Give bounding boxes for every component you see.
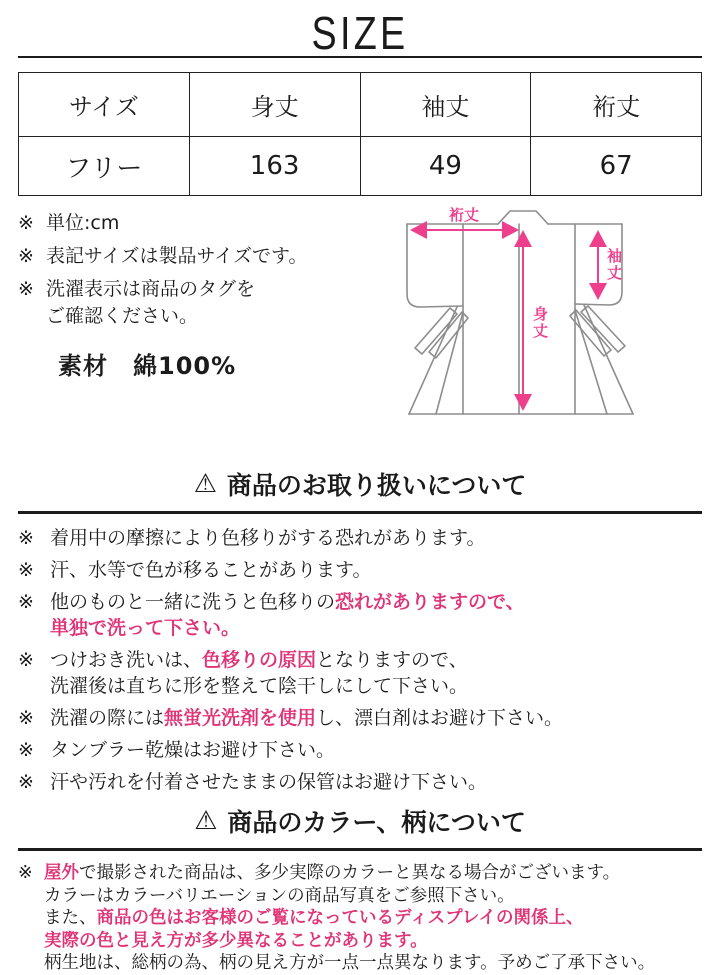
color-heading bbox=[18, 803, 702, 839]
item-text-highlight: 無蛍光洗剤を使用 bbox=[164, 707, 317, 729]
handling-divider bbox=[18, 511, 702, 514]
item-text-highlight: 色移りの原因 bbox=[202, 649, 317, 671]
handling-heading-text: 商品のお取り扱いについて bbox=[226, 471, 527, 500]
kimono-outline bbox=[407, 211, 633, 414]
note-wash-line2: ご確認ください。 bbox=[46, 305, 199, 327]
item-text: となりますので、 bbox=[316, 649, 468, 671]
color-note-line: 柄生地は、総柄の為、柄の見え方が一点一点異なります。予めご了承下さい。 bbox=[44, 953, 656, 973]
handling-list bbox=[18, 525, 702, 795]
kimono-right-flare bbox=[575, 305, 633, 414]
mitake-label: 身丈 bbox=[531, 306, 549, 340]
warning-icon: ⚠ bbox=[193, 469, 217, 499]
reference-mark: ※ bbox=[18, 707, 34, 729]
note-size-text: 表記サイズは製品サイズです。 bbox=[46, 245, 308, 267]
color-divider bbox=[18, 848, 702, 851]
color-notes-block bbox=[18, 862, 702, 975]
color-note-line bbox=[44, 862, 702, 885]
list-item bbox=[18, 525, 702, 551]
color-note-text: で撮影された商品は、多少実際のカラーと異なる場合がございます。 bbox=[79, 863, 621, 883]
reference-mark: ※ bbox=[18, 863, 33, 883]
color-note-line: カラーはカラーバリエーションの商品写真をご参照下さい。 bbox=[44, 885, 515, 906]
kimono-diagram-svg bbox=[402, 206, 644, 436]
kimono-left-sleeve bbox=[407, 224, 463, 307]
note-wash bbox=[18, 276, 398, 330]
yukitake-label: 裄丈 bbox=[448, 206, 480, 224]
reference-mark: ※ bbox=[18, 527, 34, 549]
list-item bbox=[18, 589, 702, 641]
kimono-body-seams bbox=[463, 224, 575, 414]
size-notes bbox=[18, 206, 398, 381]
note-unit bbox=[18, 210, 398, 237]
size-table-data-row bbox=[19, 137, 702, 196]
reference-mark: ※ bbox=[18, 212, 34, 234]
note-wash-line1: 洗濯表示は商品のタグを bbox=[46, 278, 256, 300]
reference-mark: ※ bbox=[18, 278, 34, 300]
item-text: つけおき洗いは、 bbox=[50, 649, 203, 671]
page-title: SIZE bbox=[311, 7, 409, 59]
kimono-collar bbox=[498, 211, 548, 224]
cell-size-name: フリー bbox=[19, 137, 190, 196]
reference-mark: ※ bbox=[18, 559, 34, 581]
kimono-right-tie bbox=[570, 310, 611, 356]
kimono-left-tie bbox=[415, 308, 457, 354]
color-note-line bbox=[44, 907, 702, 930]
item-text: 汗、水等で色が移ることがあります。 bbox=[50, 559, 372, 581]
notes-and-diagram bbox=[18, 206, 702, 458]
cell-sleeve-length: 49 bbox=[360, 137, 531, 196]
list-item bbox=[18, 737, 702, 763]
item-text: 他のものと一緒に洗うと色移りの bbox=[50, 591, 336, 613]
color-heading-text: 商品のカラー、柄について bbox=[227, 808, 526, 837]
list-item bbox=[18, 647, 702, 699]
list-item bbox=[18, 557, 702, 583]
handling-section bbox=[18, 466, 702, 795]
cell-yuki-length: 67 bbox=[531, 137, 702, 196]
item-text: 着用中の摩擦により色移りがする恐れがあります。 bbox=[50, 527, 486, 549]
warning-icon: ⚠ bbox=[194, 806, 218, 836]
reference-mark: ※ bbox=[18, 591, 34, 613]
item-text: 洗濯後は直ちに形を整えて陰干しにして下さい。 bbox=[50, 675, 469, 697]
item-text: 洗濯の際には bbox=[50, 707, 165, 729]
material-text: 素材 綿100% bbox=[58, 352, 237, 380]
color-note-highlight: 実際の色と見え方が多少異なることがあります。 bbox=[44, 930, 428, 951]
color-note-text: また、 bbox=[44, 908, 97, 928]
kimono-left-tie bbox=[429, 312, 468, 358]
kimono-measurement-diagram bbox=[402, 206, 644, 436]
reference-mark: ※ bbox=[18, 739, 34, 761]
col-header-size: サイズ bbox=[19, 73, 190, 137]
item-text-highlight: 恐れがありますので、 bbox=[335, 591, 525, 613]
color-note-highlight: 商品の色はお客様のご覧になっているディスプレイの関係上、 bbox=[96, 908, 584, 928]
item-text: タンブラー乾燥はお避け下さい。 bbox=[50, 739, 336, 761]
handling-heading bbox=[18, 466, 702, 502]
sodetake-label: 袖丈 bbox=[605, 248, 623, 282]
reference-mark: ※ bbox=[18, 771, 34, 793]
size-table-header-row bbox=[19, 73, 702, 137]
item-text: 汗や汚れを付着させたままの保管はお避け下さい。 bbox=[50, 771, 488, 793]
col-header-body-length: 身丈 bbox=[189, 73, 360, 137]
item-text: し、漂白剤はお避け下さい。 bbox=[316, 707, 564, 729]
note-unit-text: 単位:cm bbox=[46, 212, 120, 234]
reference-mark: ※ bbox=[18, 649, 34, 671]
note-size bbox=[18, 243, 398, 270]
color-note-highlight: 屋外 bbox=[44, 863, 79, 883]
size-table bbox=[18, 72, 702, 196]
col-header-yuki-length: 裄丈 bbox=[531, 73, 702, 137]
list-item bbox=[18, 769, 702, 795]
col-header-sleeve-length: 袖丈 bbox=[360, 73, 531, 137]
list-item bbox=[18, 705, 702, 731]
color-section bbox=[18, 803, 702, 975]
cell-body-length: 163 bbox=[189, 137, 360, 196]
reference-mark: ※ bbox=[18, 245, 34, 267]
item-text-highlight: 単独で洗って下さい。 bbox=[50, 617, 241, 639]
